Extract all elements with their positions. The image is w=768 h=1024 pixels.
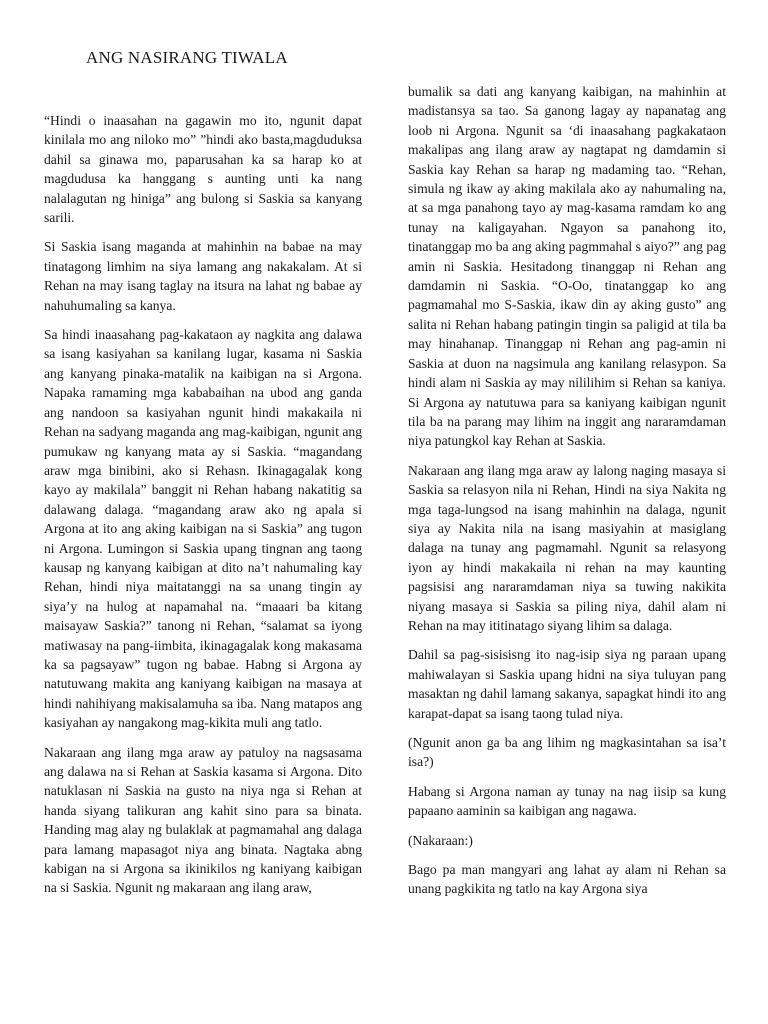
paragraph: “Hindi o inaasahan na gagawin mo ito, ngunit dapat kinilala mo ang niloko mo” ”hindi ako basta,magduduksa dahil sa ginawa mo, paparusahan ka sa harap ko at magdudusa ka hanggang s aunting unti ka nang nalalagutan ng hiniga” ang bulong si Saskia sa kanyang sarili.	[44, 113, 362, 226]
paragraph: bumalik sa dati ang kanyang kaibigan, na mahinhin at madistansya sa tao. Sa ganong lagay ay napanatag ang loob ni Argona. Ngunit sa ‘di inaasahang pagkakataon makalipas ang ilang araw ay nagtapat ng damdamin si Saskia kay Rehan sa harap ng madaming tao. “Rehan, simula ng ikaw ay aking makilala ako ay nahumaling na, at sa mga panahong tayo ay mag-kasama ramdam ko ang tunay na kaligayahan. Ngayon sa panahong ito, tinatanggap mo ba ang aking pagmmahal s aiyo?” ang pag amin ni Saskia. Hesitadong tinanggap ni Rehan ang damdamin ni Saskia. “O-Oo, tinatanggap ko ang pagmamahal mo S-Saskia, ikaw din ay aking gusto” ang salita ni Rehan habang patingin tingin sa paligid at tila ba may hinahanap. Tinanggap ni Rehan ang pag-amin ni Saskia at duon na nagsimula ang kanilang relasypon. Sa hindi alam ni Saskia ay may nililihim si Rehan sa kaniya. Si Argona ay natutuwa para sa kaniyang kaibigan ngunit tila ba na parang may lihim na inggit ang nararamdaman niya patungkol kay Rehan at Saskia.	[408, 84, 726, 449]
paragraph: Habang si Argona naman ay tunay na nag iisip sa kung papaano aaminin sa kaibigan ang nagawa.	[408, 783, 726, 819]
paragraph: Bago pa man mangyari ang lahat ay alam ni Rehan sa unang pagkikita ng tatlo na kay Argona siya	[408, 862, 726, 897]
document-title: ANG NASIRANG TIWALA	[86, 48, 288, 67]
paragraph: (Nakaraan:)	[408, 832, 473, 848]
paragraph: Nakaraan ang ilang mga araw ay lalong naging masaya si Saskia sa relasyon nila ni Rehan, Hindi na siya Nakita ng mga taga-lungsod na isang mahinhin na dalaga, ngunit siya ay Nakita nila na isang masiyahin at masiglang dalaga na tunay ang pagmamahl. Ngunit sa relasyong iyon ay hindi makakaila ni rehan na may kaunting pagsisisi ang nararamdaman niya sa tuwing nakikita niyang masaya si Saskia sa piling niya, dahil alam ni Rehan na may ititinatago siyang lihim sa dalaga.	[408, 462, 726, 633]
paragraph: (Ngunit anon ga ba ang lihim ng magkasintahan sa isa’t isa?)	[408, 735, 726, 770]
left-column	[44, 111, 362, 908]
paragraph: Sa hindi inaasahang pag-kakataon ay nagkita ang dalawa sa isang kasiyahan sa kanilang lugar, kasama ni Saskia ang kanyang pinaka-matalik na kaibigan na si Argona. Napaka ramaming mga kababaihan na ubod ang ganda ang nandoon sa kasiyahan ngunit hindi makakaila ni Rehan na sadyang maganda ang mag-kaibigan, ngunit ang pumukaw ng kanyang mata ay si Saskia. “magandang araw mga binibini, ako si Rehasn. Ikinagagalak kong kayo ay makilala” banggit ni Rehan habang nakatitig sa dalawang dalaga. “magandang araw ako ng apala si Argona at ito ang aking kaibigan na si Saskia” ang tugon ni Argona. Lumingon si Saskia upang tingnan ang taong kausap ng kanyang kaibigan at dito na’t nahumaling kay Rehan, hindi niya maitatanggi na sa unang tingin ay siya’y na hulog at napamahal na. “maaari ba kitang maisayaw Saskia?” tanong ni Rehan, “salamat sa iyong matiwasay na pang-iimbita, ikinagagalak kong makasama ka sa pagsayaw” tugon ng babae. Habng si Argona ay natutuwang makita ang kaniyang kaibigan na masaya at hindi nahihiyang makisalamuha sa iba. Nang matapos ang kasiyahan ay nangakong mag-kikita muli ang tatlo.	[44, 327, 362, 731]
paragraph: Nakaraan ang ilang mga araw ay patuloy na nagsasama ang dalawa na si Rehan at Saskia kasama si Argona. Dito natuklasan ni Saskia na gusto na niya nga si Rehan at handa siyang talikuran ang kahit sino para sa binata. Handing mag alay ng bulaklak at pagmamahal ang dalaga para lamang mapasagot niya ang binata. Nagtaka abng kabigan na si Argona sa ikinikilos ng kaniyang kaibigan na si Saskia. Ngunit ng makaraan ang ilang araw,	[44, 744, 362, 896]
paragraph: Si Saskia isang maganda at mahinhin na babae na may tinatagong limhim na siya lamang ang nakakalam. At si Rehan na may isang taglay na itsura na lahat ng babae ay nahuhumaling sa kanya.	[44, 239, 362, 313]
paragraph: Dahil sa pag-sisisisng ito nag-isip siya ng paraan upang mahiwalayan si Saskia upang hidni na siya tuluyan pang masaktan ng dahil lamang sakanya, sapagkat hindi ito ang karapat-dapat sa isang taong tulad niya.	[408, 647, 726, 721]
right-column	[408, 82, 726, 909]
